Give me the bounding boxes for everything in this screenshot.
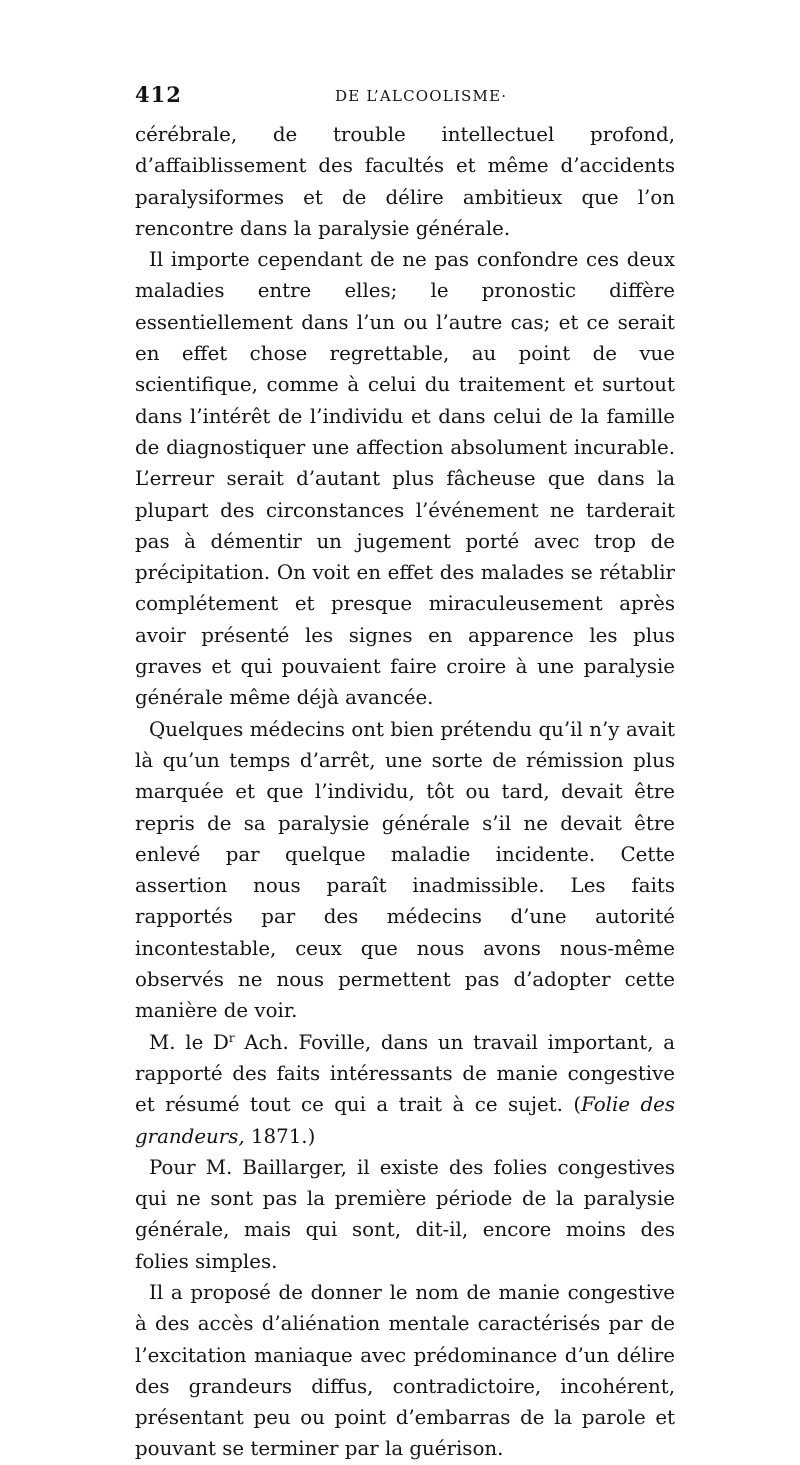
- page-number: 412: [135, 82, 182, 107]
- paragraph-6: Il a proposé de donner le nom de manie congestive à des accès d’aliénation mentale caractérisés par de l’excitation maniaque avec prédominance d’un délire des grandeurs diffus, contradictoire, incohérent, présentant peu ou point d’embarras de la parole et pouvant se terminer par la guérison.: [135, 1280, 675, 1461]
- paragraph-3: Quelques médecins ont bien prétendu qu’il n’y avait là qu’un temps d’arrêt, une sorte de rémission plus marquée et que l’individu, tôt ou tard, devait être repris de sa paralysie générale s’il ne devait être enlevé par quelque maladie incidente. Cette assertion nous paraît inadmissible. Les faits rapportés par des médecins d’une autorité incontestable, ceux que nous avons nous-même observés ne nous permettent pas d’adopter cette manière de voir.: [135, 717, 675, 1023]
- cited-work-title: Folie des grandeurs,: [135, 1093, 675, 1148]
- running-title: DE L’ALCOOLISME·: [335, 87, 508, 105]
- paragraph-4: [135, 1027, 675, 1152]
- body-text: [135, 119, 675, 1465]
- paragraph-4-text-before: M. le D: [149, 1030, 229, 1054]
- doctor-superscript: r: [228, 1030, 235, 1045]
- paragraph-4-text-after: 1871.): [244, 1124, 316, 1148]
- paragraph-1: cérébrale, de trouble intellectuel profond, d’affaiblissement des facultés et même d’accidents paralysiformes et de délire ambitieux que l’on rencontre dans la paralysie générale.: [135, 123, 675, 240]
- paragraph-2: Il importe cependant de ne pas confondre ces deux maladies entre elles; le pronostic diffère essentiellement dans l’un ou l’autre cas; et ce serait en effet chose regrettable, au point de vue scientifique, comme à celui du traitement et surtout dans l’intérêt de l’individu et dans celui de la famille de diagnostiquer une affection absolument incurable. L’erreur serait d’autant plus fâcheuse que dans la plupart des circonstances l’événement ne tarderait pas à démentir un jugement porté avec trop de précipitation. On voit en effet des malades se rétablir complétement et presque miraculeusement après avoir présenté les signes en apparence les plus graves et qui pouvaient faire croire à une paralysie générale même déjà avancée.: [135, 248, 675, 710]
- page-header: [135, 82, 675, 112]
- paragraph-5: Pour M. Baillarger, il existe des folies congestives qui ne sont pas la première période de la paralysie générale, mais qui sont, dit-il, encore moins des folies simples.: [135, 1155, 675, 1273]
- paragraph-4-text-middle: Ach. Foville, dans un travail important, a rapporté des faits intéressants de manie congestive et résumé tout ce qui a trait à ce sujet. (: [135, 1030, 675, 1117]
